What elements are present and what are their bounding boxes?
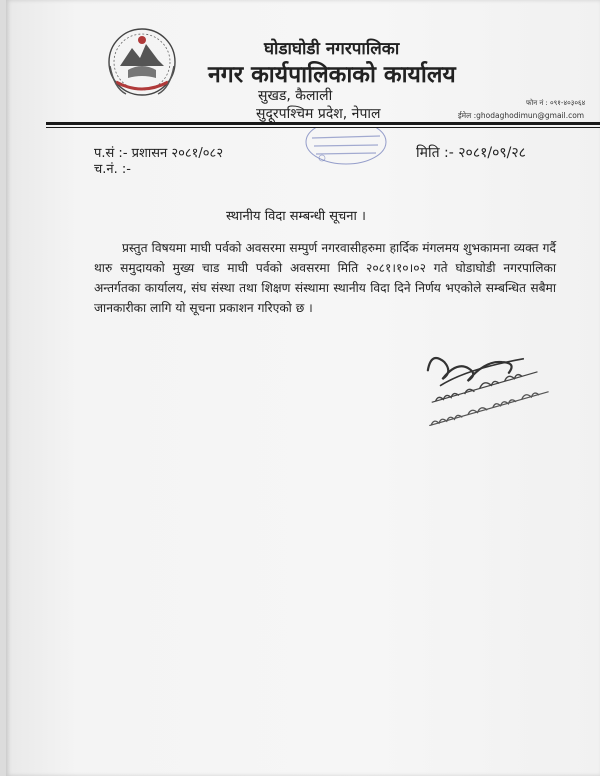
letter-date: मिति :- २०८१/०९/२८ [416,145,526,161]
notice-body: प्रस्तुत विषयमा माघी पर्वको अवसरमा सम्पुर्ण नगरवासीहरुमा हार्दिक मंगलमय शुभकामना व्यक्त गर्दै थारु समुदायको मुख्य चाड माघी पर्वको अवसरमा मिति २०८१।१०।०२ गते घोडाघोडी नगरपालिका अन्तर्गतका कार्यालय, संघ संस्था तथा शिक्षण संस्थामा स्थानीय विदा दिने निर्णय भएकोले सम्बन्धित सबैमा जानकारीका लागि यो सूचना प्रकाशन गरिएको छ । [94,241,556,315]
handwritten-signature-stamp [410,336,550,426]
letter-page [6,0,600,776]
office-location: सुखड, कैलाली [258,88,333,104]
phone-number: फोन नं : ०९१-४०३०६४ [526,99,586,107]
municipality-name: घोडाघोडी नगरपालिका [264,39,400,59]
dispatch-number: च.नं. :- [94,162,131,177]
office-province: सुदूरपश्चिम प्रदेश, नेपाल [256,106,381,122]
office-name: नगर कार्यपालिकाको कार्यालय [208,62,456,88]
office-stamp-icon [304,128,388,168]
notice-subject: स्थानीय विदा सम्बन्धी सूचना । [226,209,366,224]
header-divider-thick [46,122,600,125]
email-address: ईमेल :ghodaghodimun@gmail.com [458,111,585,120]
reference-number: प.सं :- प्रशासन २०८१/०८२ [94,146,224,161]
nepal-government-emblem [106,26,178,100]
